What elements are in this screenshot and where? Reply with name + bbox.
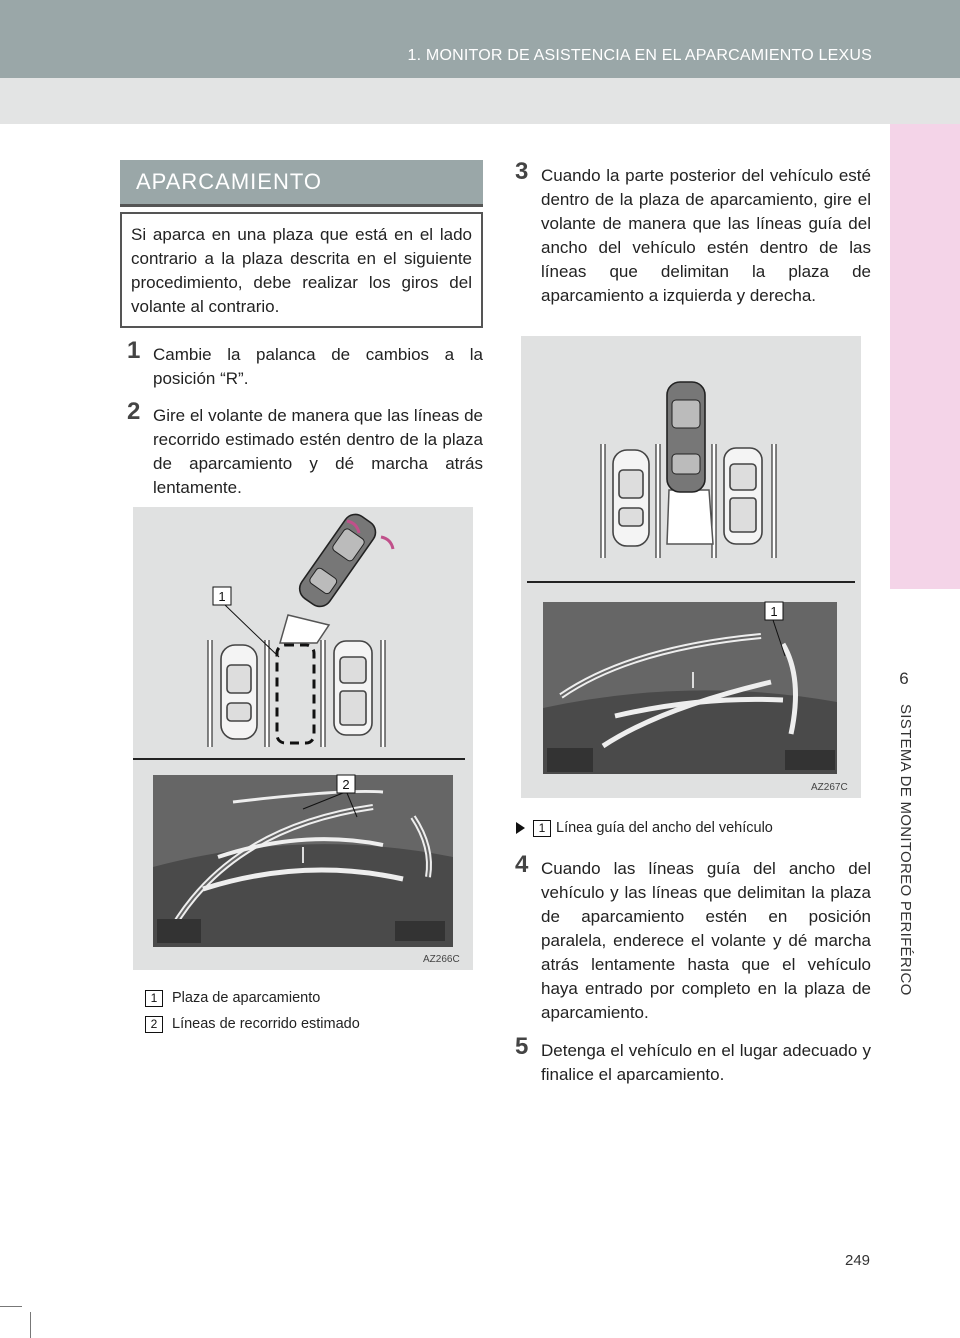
step-4 (515, 851, 871, 1025)
figure1-callout-1: 1 (218, 589, 226, 604)
step-number: 1 (127, 337, 141, 364)
section-title: APARCAMIENTO (136, 169, 322, 194)
page-header (0, 0, 960, 124)
step-1 (127, 337, 483, 391)
legend-badge: 2 (145, 1016, 163, 1033)
step-text: Cuando las líneas guía del ancho del vehículo y las líneas que delimitan la plaza de aparcamiento estén en posición paralela, enderece el volante y dé marcha atrás lentamente hasta que el vehículo haya entrado por completo en la plaza de aparcamiento. (541, 859, 871, 1022)
step-number: 3 (515, 158, 529, 185)
legend-badge: 1 (533, 820, 551, 837)
target-parking-space (277, 645, 314, 743)
chapter-side-tab (890, 124, 960, 1338)
figure-parking-step3 (521, 336, 861, 798)
step-3 (515, 158, 871, 308)
step-text: Gire el volante de manera que las líneas de recorrido estimado estén dentro de la plaza de aparcamiento y dé marcha atrás lentamente. (153, 406, 483, 497)
section-intro-box: Si aparca en una plaza que está en el lado contrario a la plaza descrita en el siguiente procedimiento, debe realizar los giros del volante al contrario. (120, 212, 483, 328)
step-number: 2 (127, 398, 141, 425)
chapter-title: SISTEMA DE MONITOREO PERIFÉRICO (897, 704, 914, 996)
legend-arrow-icon (516, 822, 525, 834)
header-title: 1. MONITOR DE ASISTENCIA EN EL APARCAMIENTO LEXUS (407, 47, 872, 64)
figure2-callout-1: 1 (770, 604, 778, 619)
figure-code: AZ267C (811, 782, 848, 793)
crop-mark (0, 1306, 22, 1307)
parking-illustration-2 (521, 336, 861, 798)
parking-illustration-1 (133, 507, 473, 970)
page-number: 249 (845, 1252, 871, 1269)
figure1-callout-2: 2 (342, 777, 350, 792)
step-number: 4 (515, 851, 529, 878)
reversing-car (295, 510, 380, 611)
parked-car-right (724, 448, 762, 544)
chapter-tab-marker (890, 124, 960, 589)
chapter-number: 6 (899, 669, 909, 688)
step-number: 5 (515, 1033, 529, 1060)
step-text: Detenga el vehículo en el lugar adecuado y finalice el aparcamiento. (541, 1041, 871, 1084)
parked-car-left (613, 450, 649, 546)
legend-badge: 1 (145, 990, 163, 1007)
crop-mark (30, 1312, 31, 1338)
figure-parking-step2 (133, 507, 473, 970)
legend-item-2: Líneas de recorrido estimado (172, 1016, 360, 1032)
step-5 (515, 1033, 871, 1087)
legend-item-1: Línea guía del ancho del vehículo (556, 820, 773, 836)
header-band (0, 0, 960, 78)
parked-car-left (221, 645, 257, 739)
step-2 (127, 398, 483, 500)
legend-item-1: Plaza de aparcamiento (172, 990, 321, 1006)
section-heading (120, 160, 483, 207)
step-text: Cuando la parte posterior del vehículo esté dentro de la plaza de aparcamiento, gire el volante de manera que las líneas guía del ancho del vehículo estén dentro de las líneas que delimitan la plaza de aparcamiento a izquierda y derecha. (541, 166, 871, 305)
step-text: Cambie la palanca de cambios a la posición “R”. (153, 345, 483, 388)
reversing-car (667, 382, 705, 492)
figure-code: AZ266C (423, 954, 460, 965)
parked-car-right (334, 641, 372, 735)
